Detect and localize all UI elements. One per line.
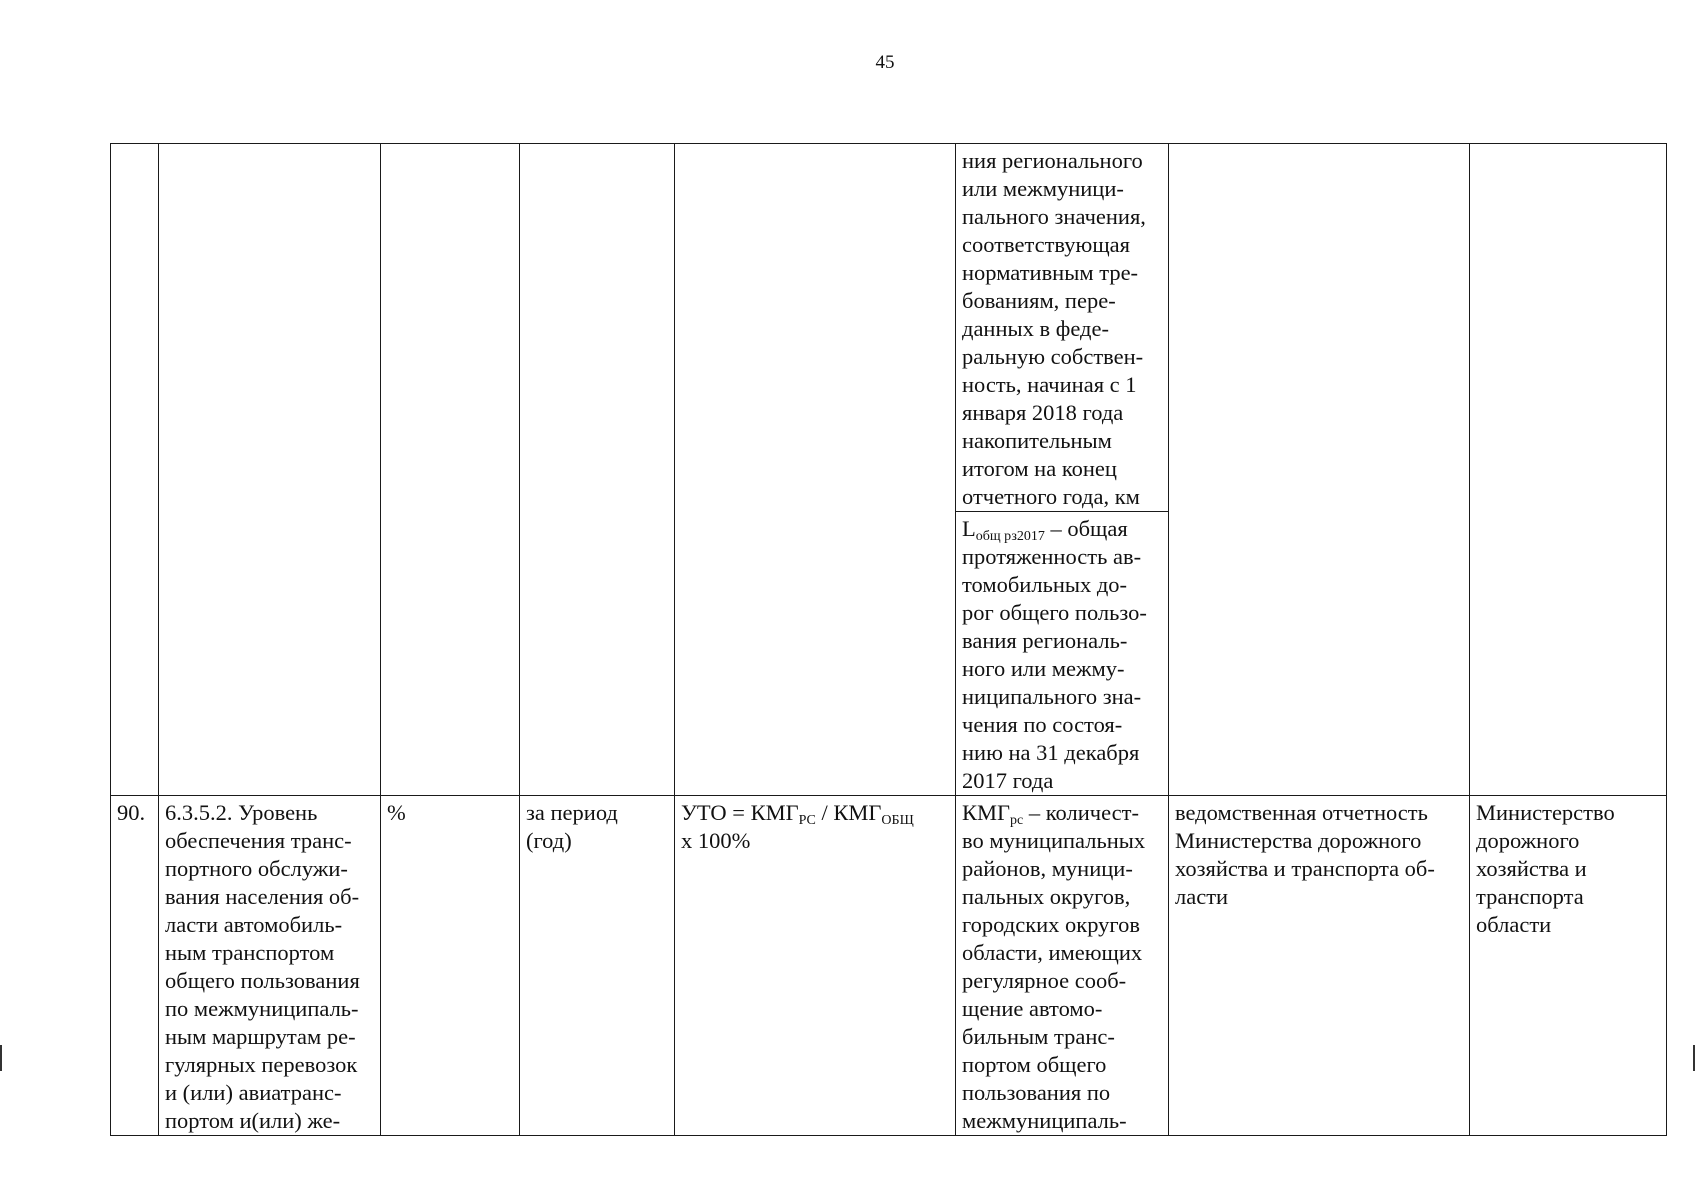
formula-mid: / КМГ (815, 800, 882, 825)
description-part2 (956, 512, 1168, 796)
symbol-kmg: КМГ (962, 800, 1011, 825)
description-text: – количест- во муниципальных районов, муници- пальных округов, городских округов области, имеющих регулярное сооб- щение автомо- бильным транс- портом общего пользования по межмуниципаль- (962, 800, 1146, 1133)
indicator-table (110, 143, 1667, 1136)
table-row-90 (111, 796, 1667, 1136)
cell-unit: % (381, 796, 520, 1136)
cell-responsible-empty (1470, 144, 1667, 796)
formula-sub-rs: РС (798, 813, 816, 828)
description-subtable (956, 144, 1168, 795)
cell-period: за период (год) (520, 796, 675, 1136)
description-part2-text: – общая протяженность ав- томобильных до- рог общего пользо- вания региональ- ного или межму- ниципального зна- чения по состоя- нию на 31 декабря 2017 года (962, 516, 1147, 793)
cell-period-empty (520, 144, 675, 796)
cell-row-number: 90. (111, 796, 159, 1136)
symbol-l-total: L (962, 516, 976, 541)
cell-source: ведомственная отчетность Министерства дорожного хозяйства и транспорта об- ласти (1169, 796, 1470, 1136)
cell-indicator-empty (159, 144, 381, 796)
page-number: 45 (875, 52, 895, 73)
formula-tail: x 100% (681, 828, 751, 853)
cell-number-empty (111, 144, 159, 796)
cell-source-empty (1169, 144, 1470, 796)
symbol-l-total-subscript: общ рз2017 (975, 529, 1045, 544)
cell-formula-empty (675, 144, 956, 796)
cell-description (956, 796, 1169, 1136)
symbol-kmg-subscript: рс (1010, 813, 1024, 828)
formula-lhs: УТО = КМГ (681, 800, 799, 825)
scan-edge-mark-left (0, 1045, 2, 1071)
cell-unit-empty (381, 144, 520, 796)
table-row-continuation (111, 144, 1667, 796)
description-part1: ния регионального или межмуници- пального значения, соответствующая нормативным тре- бованиям, пере- данных в феде- ральную собствен- ность, начиная с 1 января 2018 года накопительным итогом на конец отчетного года, км (956, 144, 1168, 512)
cell-indicator-name: 6.3.5.2. Уровень обеспечения транс- портного обслужи- вания населения об- ласти автомобиль- ным транспортом общего пользования по межмуниципаль- ным маршрутам ре- гулярных перевозок и (или) авиатранс- портом и(или) же- (159, 796, 381, 1136)
cell-responsible: Министерство дорожного хозяйства и транспорта области (1470, 796, 1667, 1136)
scan-edge-mark-right (1693, 1045, 1695, 1071)
cell-formula (675, 796, 956, 1136)
formula-sub-total: ОБЩ (881, 813, 914, 828)
cell-description-split (956, 144, 1169, 796)
